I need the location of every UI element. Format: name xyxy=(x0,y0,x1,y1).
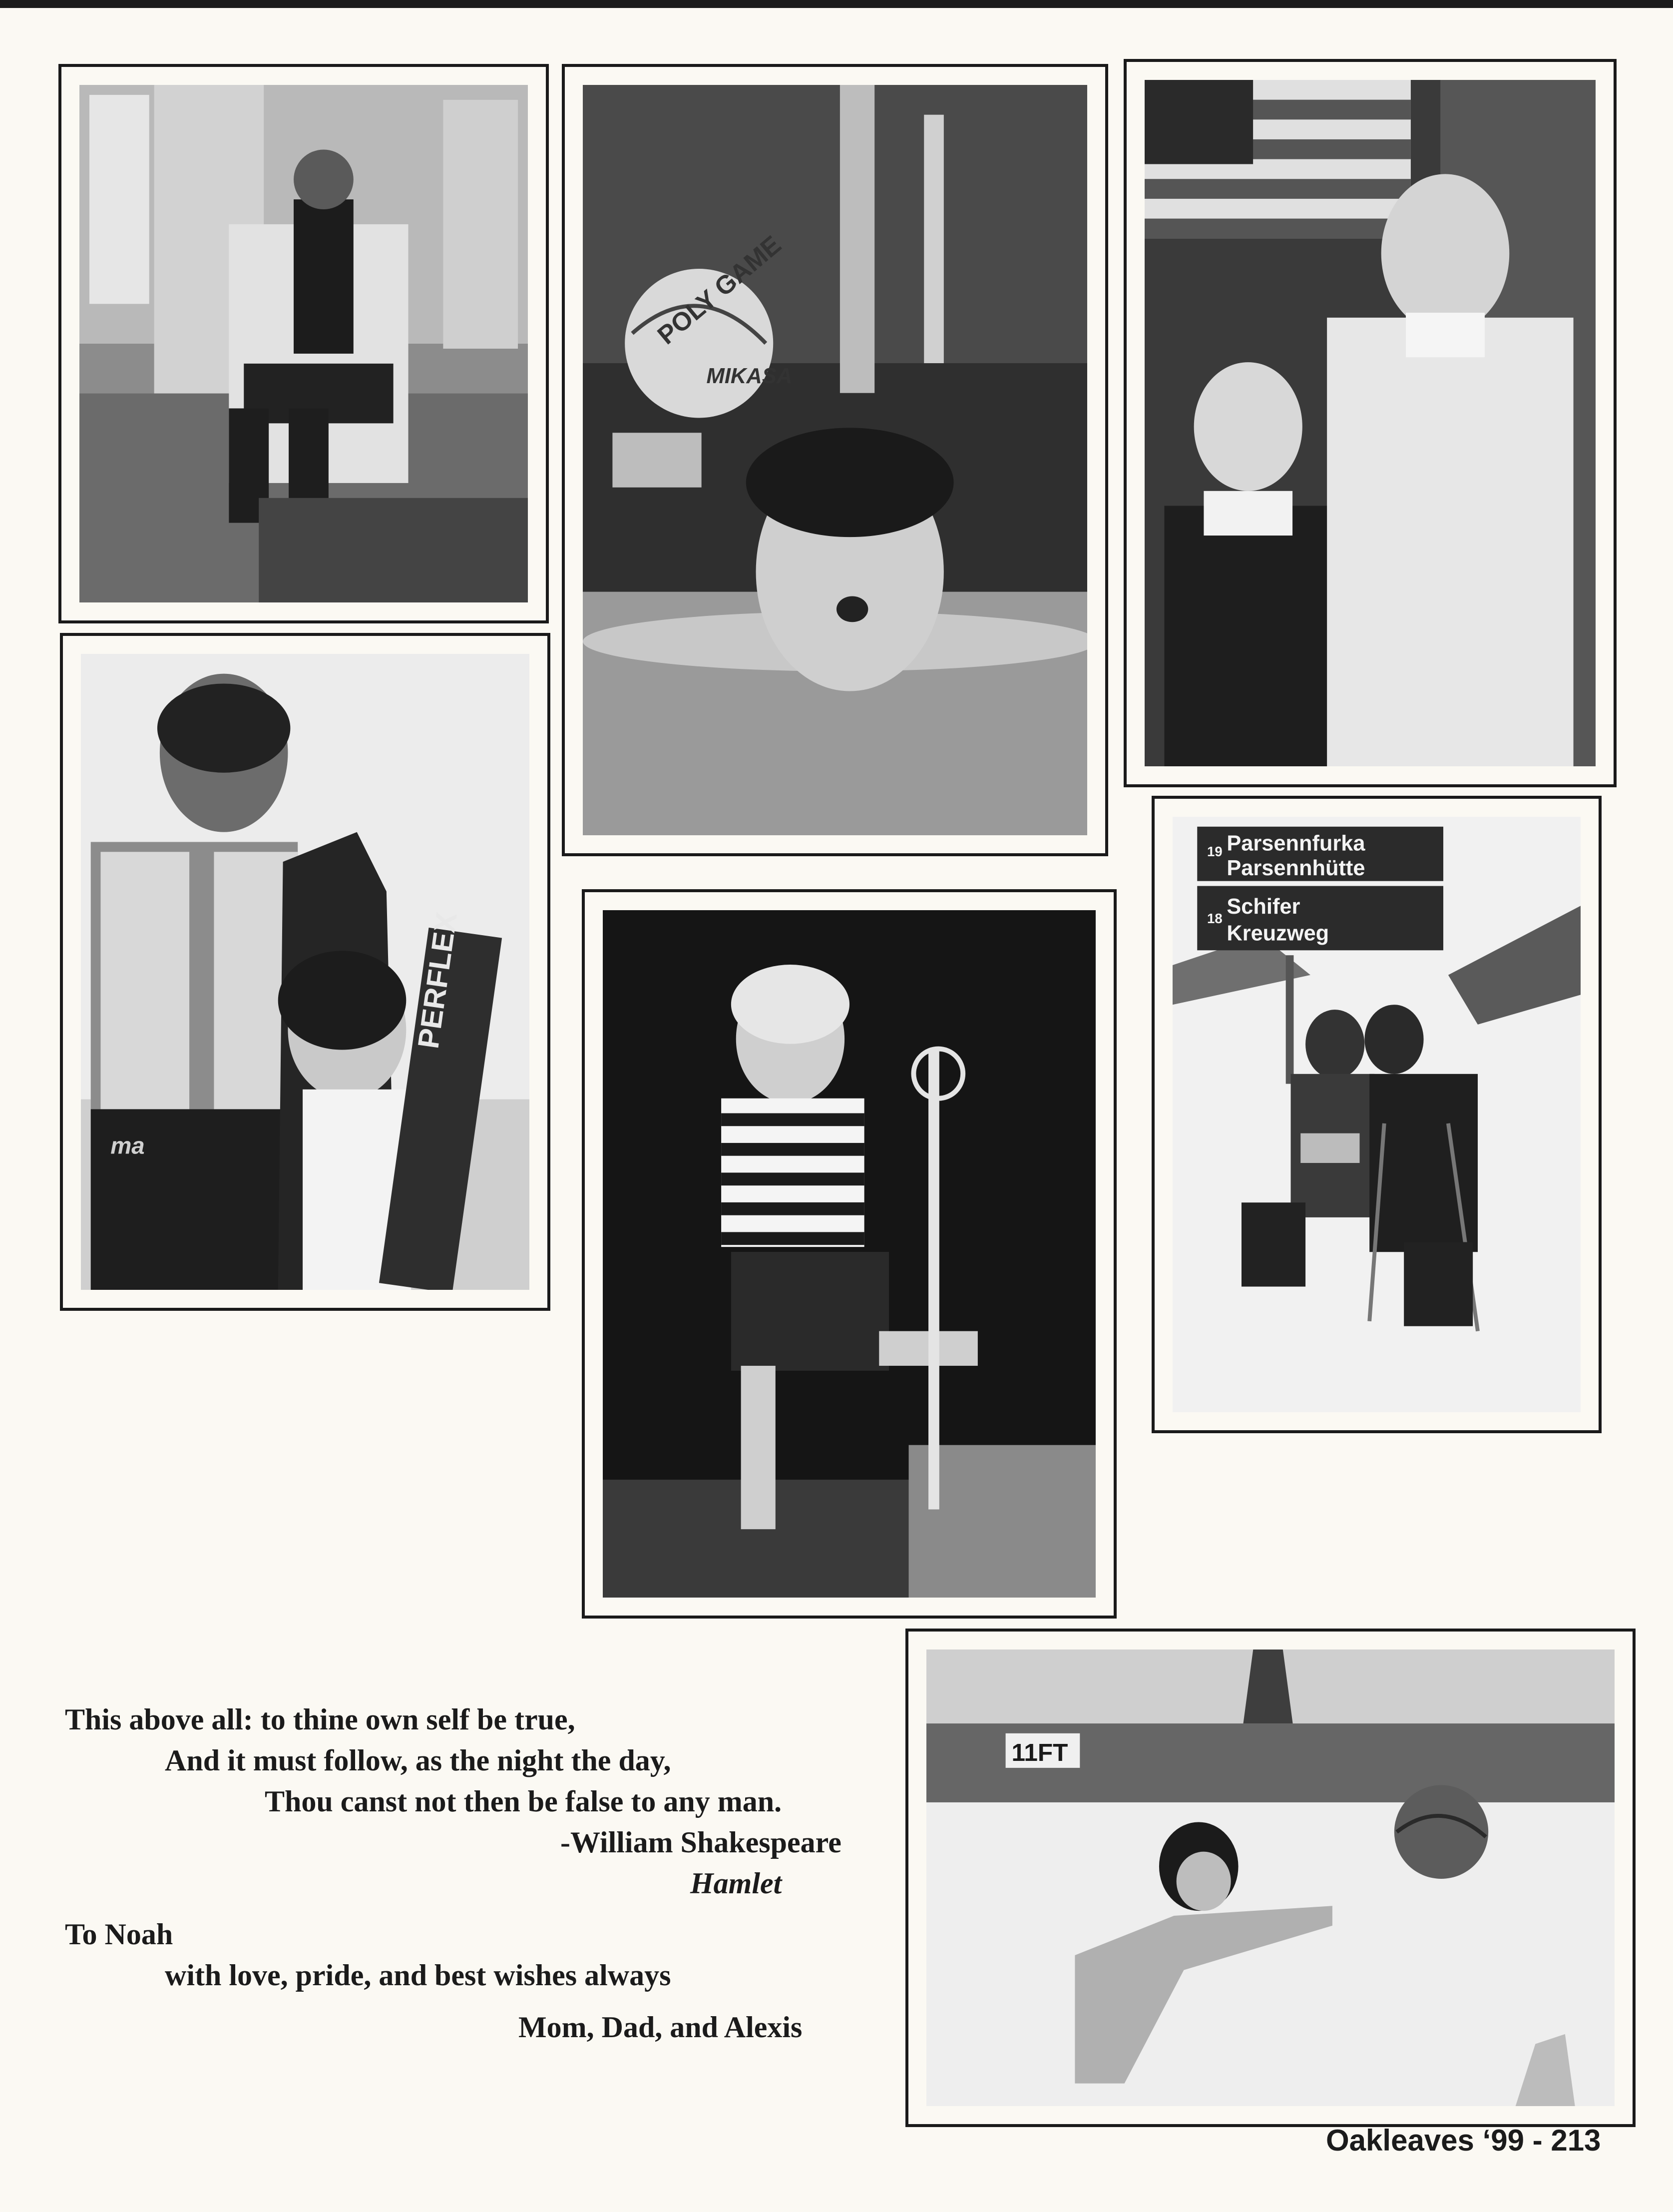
photo-frame-flag-portrait xyxy=(1124,59,1617,787)
photo-sword-boy xyxy=(603,910,1096,1598)
photo-flag-portrait xyxy=(1145,80,1596,766)
depth-marker: 11FT xyxy=(1011,1739,1068,1767)
sign-top-line2: Parsennhütte xyxy=(1227,856,1365,880)
photo-tuxedo xyxy=(79,85,528,602)
photo-frame-waterpolo-closeup xyxy=(562,64,1108,856)
ball-brand: MIKASA xyxy=(706,363,793,388)
sign-bottom-number: 18 xyxy=(1207,910,1223,926)
photo-waterpolo-closeup xyxy=(583,85,1087,835)
quote-line-3: Thou canst not then be false to any man. xyxy=(265,1785,782,1818)
ball-text: POLY GAME xyxy=(652,229,787,350)
board-text: PERFLEX xyxy=(411,910,463,1051)
photo-frame-sword-boy xyxy=(582,889,1117,1619)
dedication-message: with love, pride, and best wishes always xyxy=(165,1959,671,1992)
photo-ski-sign xyxy=(1173,817,1581,1412)
sign-bottom-line1: Schifer xyxy=(1227,894,1300,919)
photo-frame-tuxedo xyxy=(58,64,549,623)
quote-line-2: And it must follow, as the night the day, xyxy=(165,1744,671,1777)
vest-text: ma xyxy=(110,1132,145,1159)
photo-pool-throw xyxy=(926,1650,1615,2106)
flag-stripes xyxy=(1145,80,1411,238)
scan-top-edge xyxy=(0,0,1673,8)
ski-sign-board xyxy=(1197,827,1443,951)
sign-top-line1: Parsennfurka xyxy=(1227,831,1365,856)
photo-frame-ski-sign xyxy=(1152,796,1602,1433)
quote-line-1: This above all: to thine own self be true, xyxy=(65,1703,575,1736)
dedication-from: Mom, Dad, and Alexis xyxy=(518,2011,803,2044)
quote-work: Hamlet xyxy=(690,1867,782,1900)
quote-author: -William Shakespeare xyxy=(560,1826,841,1859)
photo-frame-pool-throw xyxy=(905,1629,1636,2127)
photo-waterski xyxy=(81,654,529,1290)
dedication-to: To Noah xyxy=(65,1918,173,1951)
page-folio: Oakleaves ‘99 - 213 xyxy=(1326,2124,1601,2157)
photo-frame-waterski xyxy=(60,633,550,1311)
sign-bottom-line2: Kreuzweg xyxy=(1227,921,1329,946)
sign-top-number: 19 xyxy=(1207,844,1223,860)
